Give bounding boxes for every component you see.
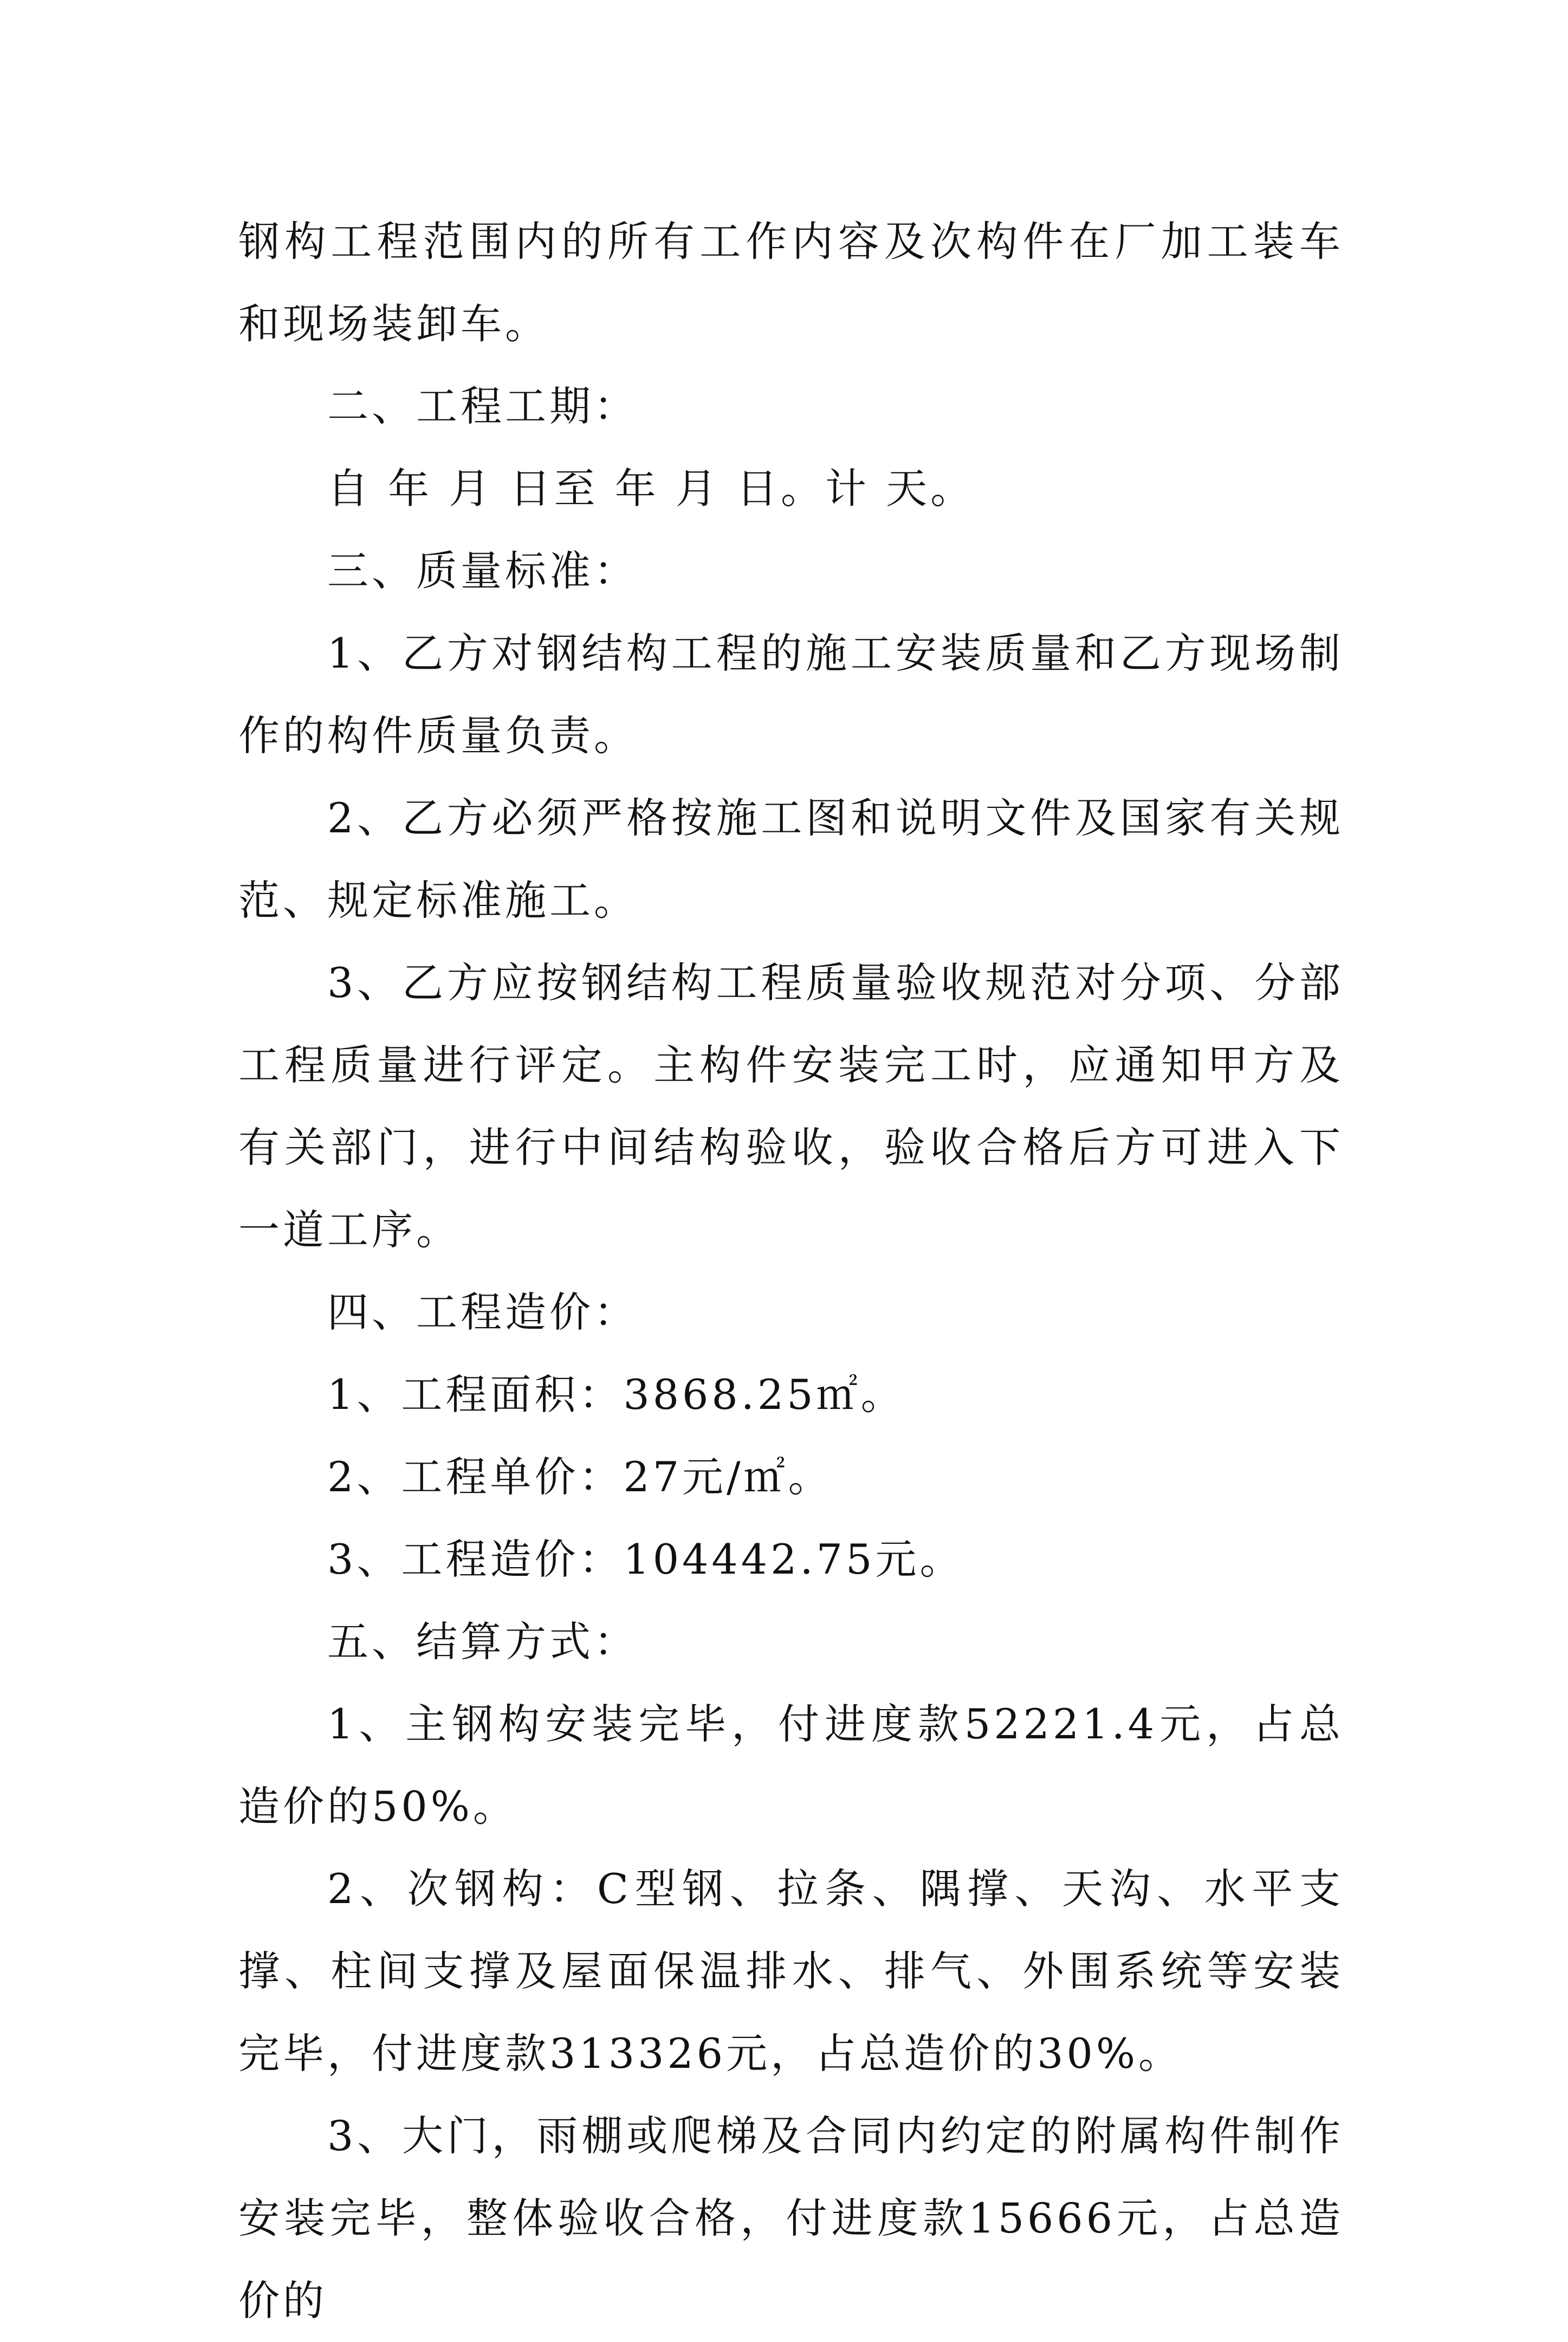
paragraph-cost-unit-price: 2、工程单价：27元/㎡。	[327, 1453, 833, 1501]
heading-settlement-method: 五、结算方式：	[327, 1618, 638, 1666]
paragraph-settlement-3: 3、大门，雨棚或爬梯及合同内约定的附属构件制作安装完毕，整体验收合格，付进度款15666元，占总造价的	[238, 2112, 1344, 2325]
heading-quality-standard: 三、质量标准：	[327, 547, 638, 595]
paragraph-settlement-2: 2、次钢构：C型钢、拉条、隅撑、天沟、水平支撑、柱间支撑及屋面保温排水、排气、外围系统等安装完毕，付进度款313326元，占总造价的30%。	[238, 1865, 1344, 2078]
paragraph-cost-area: 1、工程面积：3868.25㎡。	[327, 1370, 905, 1419]
paragraph-settlement-1: 1、主钢构安装完毕，付进度款52221.4元，占总造价的50%。	[238, 1700, 1344, 1830]
paragraph-period-dates: 自 年 月 日至 年 月 日。计 天。	[327, 464, 975, 513]
document-body	[238, 200, 1344, 2342]
paragraph-quality-2: 2、乙方必须严格按施工图和说明文件及国家有关规范、规定标准施工。	[238, 794, 1344, 924]
paragraph-quality-1: 1、乙方对钢结构工程的施工安装质量和乙方现场制作的构件质量负责。	[238, 629, 1344, 760]
paragraph-quality-3: 3、乙方应按钢结构工程质量验收规范对分项、分部工程质量进行评定。主构件安装完工时，应通知甲方及有关部门，进行中间结构验收，验收合格后方可进入下一道工序。	[238, 959, 1344, 1254]
heading-construction-period: 二、工程工期：	[327, 382, 638, 430]
paragraph-scope-continuation: 钢构工程范围内的所有工作内容及次构件在厂加工装车和现场装卸车。	[238, 217, 1344, 348]
heading-project-cost: 四、工程造价：	[327, 1288, 638, 1336]
paragraph-cost-total: 3、工程造价：104442.75元。	[327, 1535, 964, 1583]
